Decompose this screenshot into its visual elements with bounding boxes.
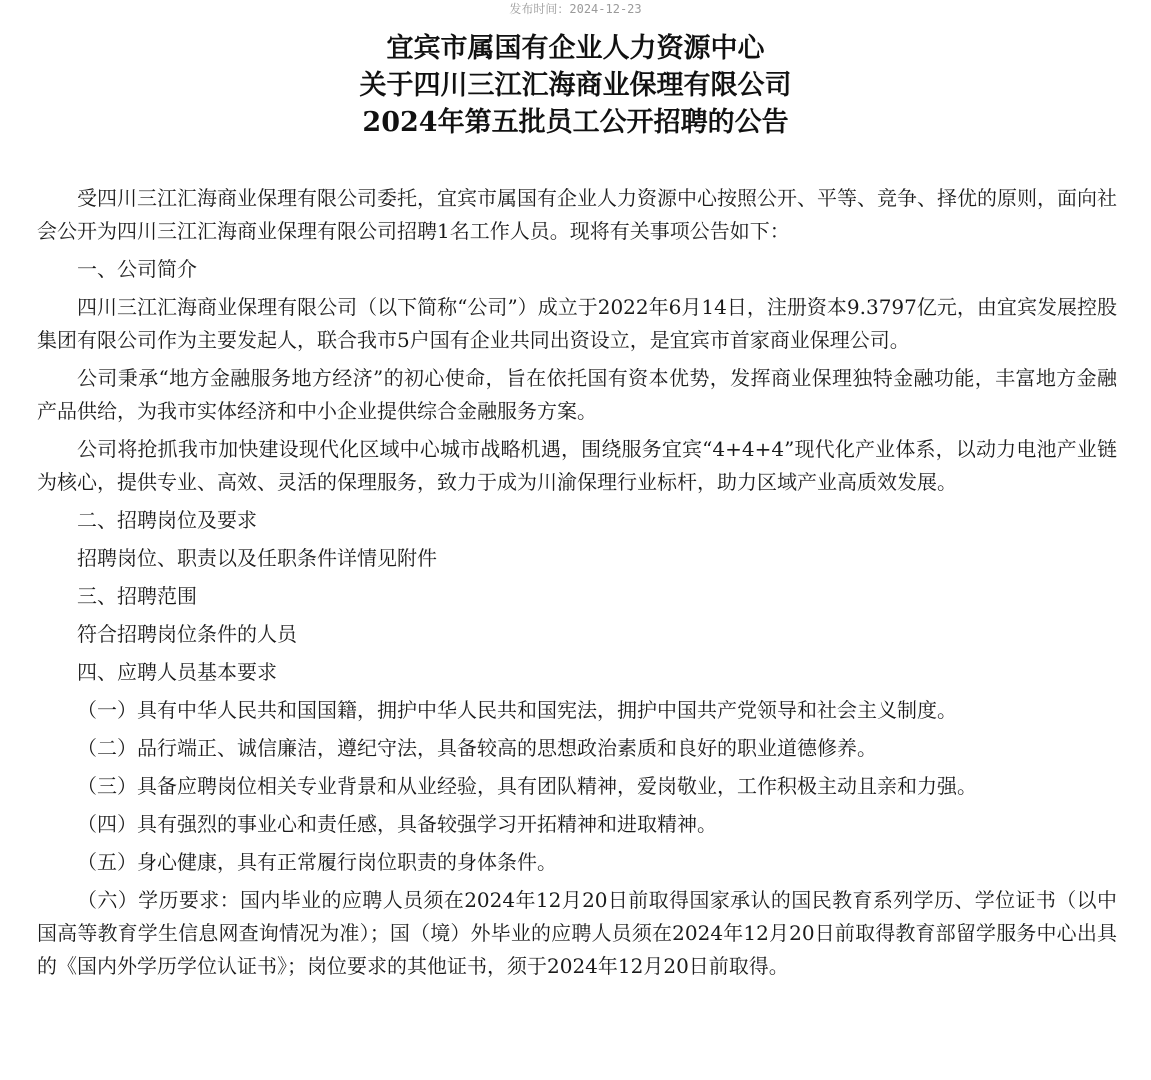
- announcement-title: [0, 30, 1151, 141]
- requirement-item-3: （三）具备应聘岗位相关专业背景和从业经验，具有团队精神，爱岗敬业，工作积极主动且亲和力强。: [77, 774, 977, 798]
- section-heading-company-profile: 一、公司简介: [77, 257, 197, 281]
- title-line-1: 宜宾市属国有企业人力资源中心: [386, 33, 765, 64]
- requirement-item-2: （二）品行端正、诚信廉洁，遵纪守法，具备较高的思想政治素质和良好的职业道德修养。: [77, 736, 877, 760]
- section-heading-positions: 二、招聘岗位及要求: [77, 508, 257, 532]
- announcement-body: [37, 182, 1117, 988]
- positions-paragraph: 招聘岗位、职责以及任职条件详情见附件: [77, 546, 437, 570]
- intro-paragraph: 受四川三江汇海商业保理有限公司委托，宜宾市属国有企业人力资源中心按照公开、平等、竞争、择优的原则，面向社会公开为四川三江汇海商业保理有限公司招聘1名工作人员。现将有关事项公告如下：: [37, 186, 1117, 243]
- title-line-3: 2024年第五批员工公开招聘的公告: [362, 107, 789, 138]
- title-line-2: 关于四川三江汇海商业保理有限公司: [359, 70, 792, 101]
- requirement-item-5: （五）身心健康，具有正常履行岗位职责的身体条件。: [77, 850, 557, 874]
- publish-time: 发布时间：2024-12-23: [509, 2, 642, 16]
- requirement-item-6: （六）学历要求：国内毕业的应聘人员须在2024年12月20日前取得国家承认的国民教育系列学历、学位证书（以中国高等教育学生信息网查询情况为准）；国（境）外毕业的应聘人员须在2024年12月20日前取得教育部留学服务中心出具的《国内外学历学位认证书》；岗位要求的其他证书，须于2024年12月20日前取得。: [37, 888, 1117, 978]
- requirement-item-4: （四）具有强烈的事业心和责任感，具备较强学习开拓精神和进取精神。: [77, 812, 717, 836]
- requirement-item-1: （一）具有中华人民共和国国籍，拥护中华人民共和国宪法，拥护中国共产党领导和社会主义制度。: [77, 698, 957, 722]
- section-heading-requirements: 四、应聘人员基本要求: [77, 660, 277, 684]
- section-heading-scope: 三、招聘范围: [77, 584, 197, 608]
- company-mission-paragraph: 公司秉承“地方金融服务地方经济”的初心使命，旨在依托国有资本优势，发挥商业保理独特金融功能，丰富地方金融产品供给，为我市实体经济和中小企业提供综合金融服务方案。: [37, 366, 1117, 423]
- company-profile-paragraph: 四川三江汇海商业保理有限公司（以下简称“公司”）成立于2022年6月14日，注册资本9.3797亿元，由宜宾发展控股集团有限公司作为主要发起人，联合我市5户国有企业共同出资设立，是宜宾市首家商业保理公司。: [37, 295, 1117, 352]
- company-strategy-paragraph: 公司将抢抓我市加快建设现代化区域中心城市战略机遇，围绕服务宜宾“4+4+4”现代化产业体系，以动力电池产业链为核心，提供专业、高效、灵活的保理服务，致力于成为川渝保理行业标杆，助力区域产业高质效发展。: [37, 437, 1117, 494]
- scope-paragraph: 符合招聘岗位条件的人员: [77, 622, 297, 646]
